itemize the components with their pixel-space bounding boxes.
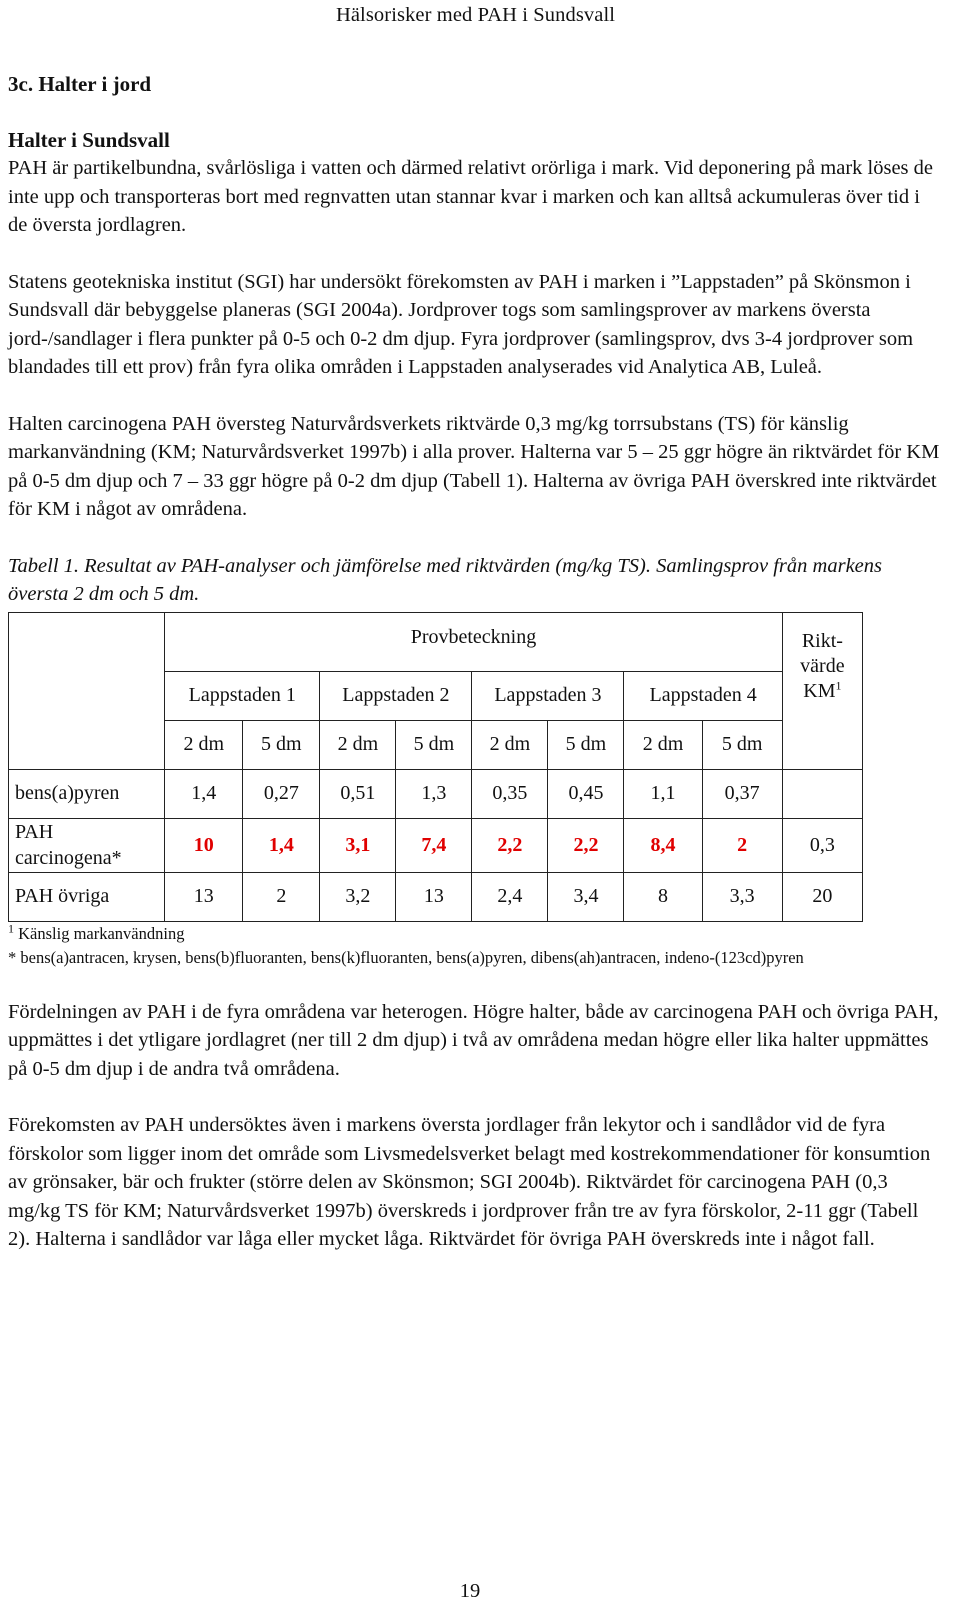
document-page: [8, 0, 943, 1254]
table-cell: 13: [165, 872, 243, 921]
provbeteckning-header: Provbeteckning: [165, 612, 783, 671]
row-label: PAH övriga: [9, 872, 165, 921]
table-cell: 0,37: [702, 769, 782, 818]
paragraph-3: Halten carcinogena PAH översteg Naturvårdsverkets riktvärde 0,3 mg/kg torrsubstans (TS) för känslig markanvändning (KM; Naturvårdsverket 1997b) i alla prover. Halterna var 5 – 25 ggr högre än riktvärdet för KM på 0-5 dm djup och 7 – 33 ggr högre på 0-2 dm djup (Tabell 1). Halterna av övriga PAH överskred inte riktvärdet för KM i något av områdena.: [8, 412, 940, 520]
table-footnotes: [8, 922, 943, 970]
section-title: 3c. Halter i jord: [8, 72, 152, 96]
footnote-1: [8, 922, 943, 946]
depth-header: 5 dm: [548, 720, 624, 769]
depth-header: 2 dm: [624, 720, 702, 769]
riktvarde-line2: värde: [800, 654, 845, 677]
table-cell-exceeds: 2: [702, 818, 782, 872]
table-cell: 0,35: [472, 769, 548, 818]
table-cell: 0,27: [243, 769, 320, 818]
location-header: Lappstaden 1: [165, 671, 320, 720]
table-cell-exceeds: 8,4: [624, 818, 702, 872]
depth-header: 5 dm: [243, 720, 320, 769]
riktvarde-cell: [782, 769, 862, 818]
table-cell: 3,3: [702, 872, 782, 921]
depth-header: 2 dm: [320, 720, 396, 769]
table-cell: 2: [243, 872, 320, 921]
depth-header: 2 dm: [472, 720, 548, 769]
row-label: bens(a)pyren: [9, 769, 165, 818]
riktvarde-line3: KM: [803, 679, 836, 702]
location-header: Lappstaden 2: [320, 671, 472, 720]
table-cell: 3,2: [320, 872, 396, 921]
pah-results-table: [8, 612, 863, 922]
footnote-2: * bens(a)antracen, krysen, bens(b)fluoranten, bens(k)fluoranten, bens(a)pyren, dibens(ah)antracen, indeno-(123cd)pyren: [8, 947, 804, 967]
table-cell-exceeds: 7,4: [396, 818, 472, 872]
subsection-title: Halter i Sundsvall: [8, 127, 170, 152]
footnote-1-text: Känslig markanvändning: [14, 923, 185, 943]
table-cell: 0,45: [548, 769, 624, 818]
running-header: Hälsorisker med PAH i Sundsvall: [335, 4, 616, 26]
riktvarde-cell: 0,3: [782, 818, 862, 872]
table-cell: 1,3: [396, 769, 472, 818]
footnote-1-marker: 1: [8, 921, 14, 935]
riktvarde-cell: 20: [782, 872, 862, 921]
riktvarde-header: [782, 612, 862, 720]
table-cell: 0,51: [320, 769, 396, 818]
depth-header: 5 dm: [396, 720, 472, 769]
table-caption: Tabell 1. Resultat av PAH-analyser och jämförelse med riktvärden (mg/kg TS). Samlingsprov från markens översta 2 dm och 5 dm.: [8, 554, 882, 605]
table-cell-exceeds: 2,2: [548, 818, 624, 872]
table-cell: 8: [624, 872, 702, 921]
riktvarde-line1: Rikt-: [801, 629, 843, 652]
location-header: Lappstaden 3: [472, 671, 624, 720]
row-label: [9, 818, 165, 872]
depth-header: 2 dm: [165, 720, 243, 769]
riktvarde-sup: 1: [835, 678, 842, 693]
table-cell: 13: [396, 872, 472, 921]
table-cell-exceeds: 3,1: [320, 818, 396, 872]
empty-riktvarde-cell: [782, 720, 862, 769]
paragraph-2: Statens geotekniska institut (SGI) har undersökt förekomsten av PAH i marken i ”Lappstaden” på Skönsmon i Sundsvall där bebyggelse planeras (SGI 2004a). Jordprover togs som samlingsprover av markens översta jord-/sandlager i flera punkter på 0-5 och 0-2 dm djup. Fyra jordprover (samlingsprov, dvs 3-4 jordprover som blandades till ett prov) från fyra olika områden i Lappstaden analyserades vid Analytica AB, Luleå.: [8, 270, 914, 378]
paragraph-4: Fördelningen av PAH i de fyra områdena var heterogen. Högre halter, både av carcinogena PAH och övriga PAH, uppmättes i det ytligare jordlagret (ner till 2 dm djup) i två av områdena medan högre eller lika halter uppmättes på 0-5 dm djup i de andra två områdena.: [8, 1000, 939, 1080]
table-cell: 1,1: [624, 769, 702, 818]
empty-corner-cell: [9, 612, 165, 769]
table-cell: 2,4: [472, 872, 548, 921]
row-label-line2: carcinogena*: [15, 847, 122, 869]
table-cell-exceeds: 1,4: [243, 818, 320, 872]
page-number: 19: [459, 1580, 481, 1602]
depth-header: 5 dm: [702, 720, 782, 769]
row-label-line1: PAH: [15, 821, 54, 843]
table-cell-exceeds: 2,2: [472, 818, 548, 872]
paragraph-1: PAH är partikelbundna, svårlösliga i vatten och därmed relativt orörliga i mark. Vid deponering på mark löses de inte upp och transporteras bort med regnvatten utan stannar kvar i marken och kan alltså ackumuleras över tid i de översta jordlagren.: [8, 157, 934, 236]
location-header: Lappstaden 4: [624, 671, 782, 720]
table-cell: 1,4: [165, 769, 243, 818]
table-cell-exceeds: 10: [165, 818, 243, 872]
paragraph-5: Förekomsten av PAH undersöktes även i markens översta jordlager från lekytor och i sandlådor vid de fyra förskolor som ligger inom det område som Livsmedelsverket belagt med kostrekommendationer för konsumtion av grönsaker, bär och frukter (större delen av Skönsmon; SGI 2004b). Riktvärdet för carcinogena PAH (0,3 mg/kg TS för KM; Naturvårdsverket 1997b) överskreds i jordprover från tre av fyra förskolor, 2-11 ggr (Tabell 2). Halterna i sandlådor var låga eller mycket låga. Riktvärdet för övriga PAH överskreds inte i något fall.: [8, 1114, 931, 1250]
table-cell: 3,4: [548, 872, 624, 921]
